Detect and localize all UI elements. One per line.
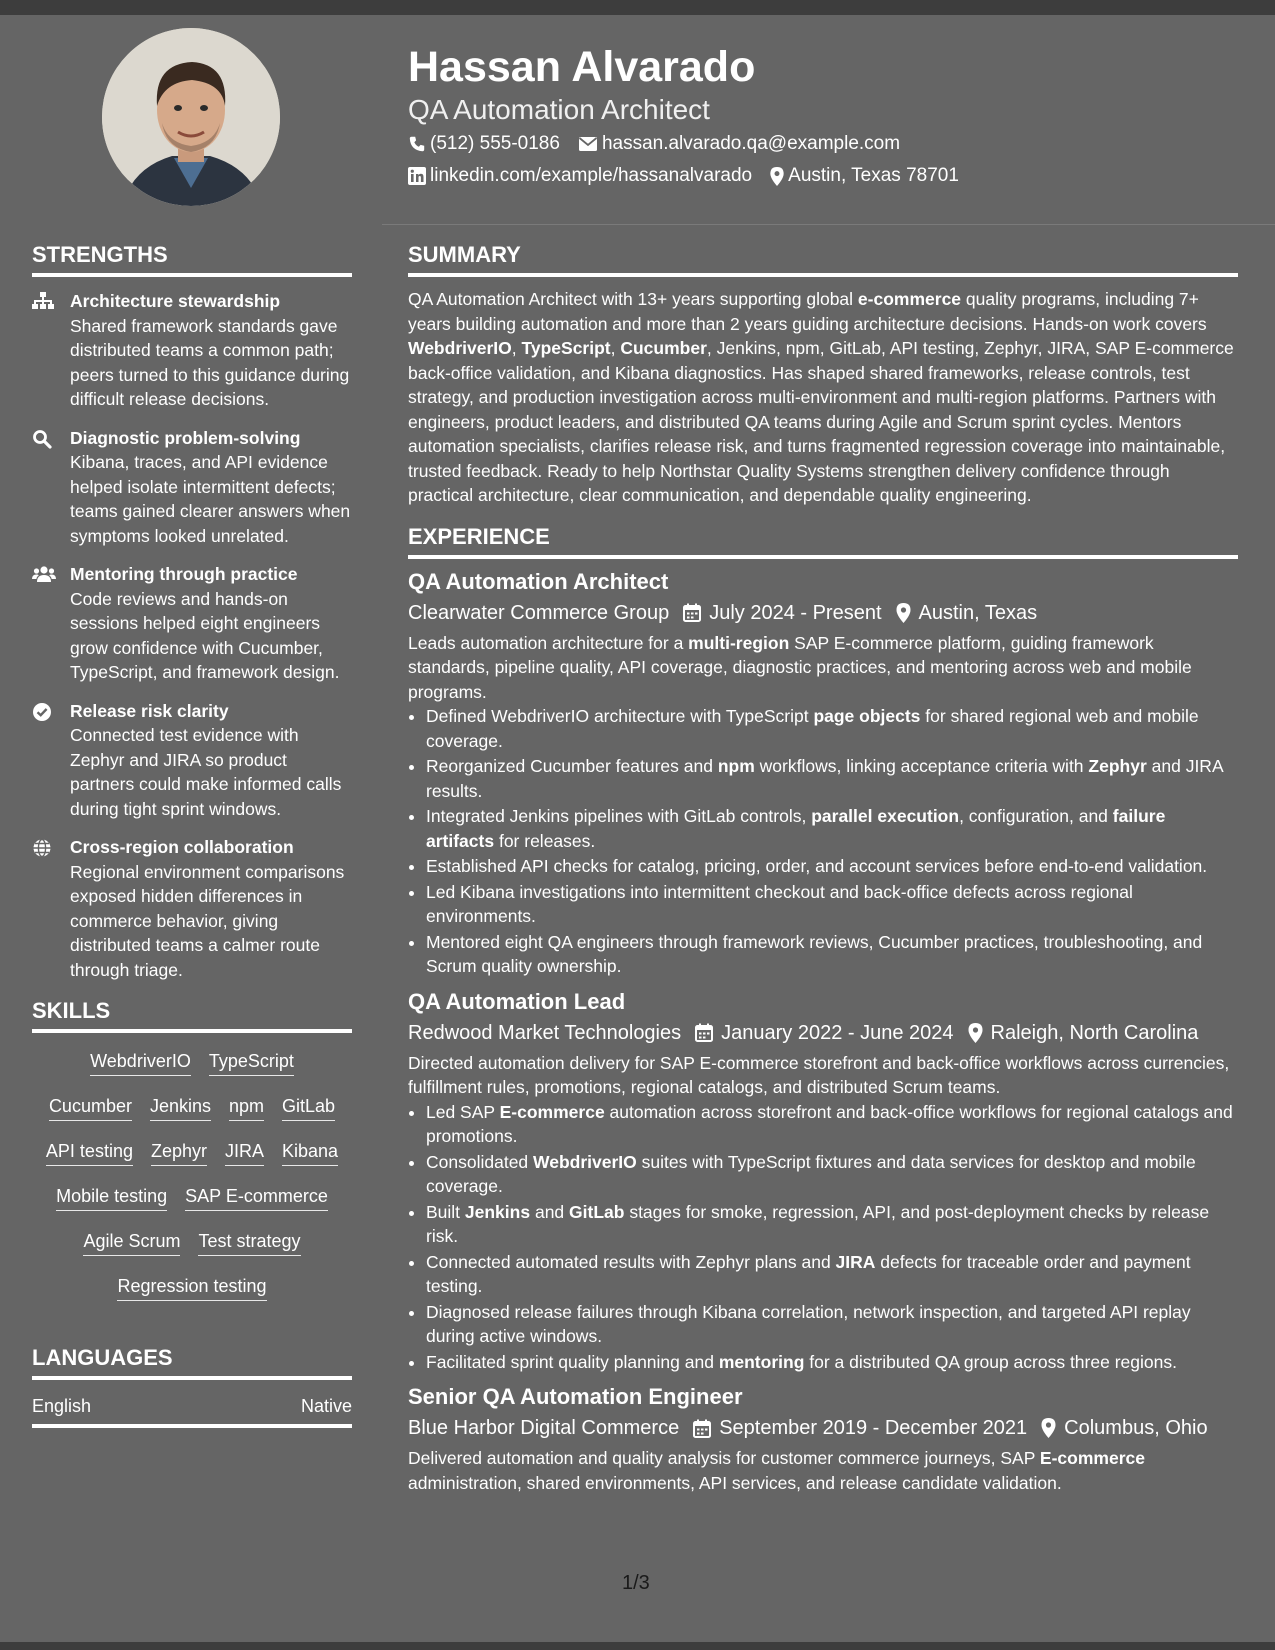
strengths-rule (32, 273, 352, 277)
skill-chip: npm (229, 1096, 264, 1121)
job-location: Columbus, Ohio (1064, 1417, 1208, 1439)
job-bullet: • Led Kibana investigations into intermittent checkout and back-office defects across regional environments. (426, 880, 1238, 929)
job-entry (408, 987, 1238, 1375)
main-content (408, 240, 1238, 1495)
bottom-bar (0, 1642, 1275, 1650)
job-bullet: • Facilitated sprint quality planning and mentoring for a distributed QA group across three regions. (426, 1350, 1238, 1375)
languages-rule (32, 1376, 352, 1380)
job-bullet: • Mentored eight QA engineers through framework reviews, Cucumber practices, troubleshooting, and Scrum quality ownership. (426, 930, 1238, 979)
phone-contact[interactable] (408, 128, 560, 160)
strength-item (32, 426, 352, 549)
strength-item (32, 699, 352, 822)
job-company: Clearwater Commerce Group (408, 601, 670, 624)
job-entry (408, 1382, 1238, 1495)
summary-heading: SUMMARY (408, 242, 521, 267)
strength-text: Connected test evidence with Zephyr and JIRA so product partners could make informed calls during tight sprint windows. (70, 725, 342, 819)
skill-chip: TypeScript (209, 1051, 294, 1076)
job-dates: July 2024 - Present (709, 601, 882, 624)
job-bullet: • Integrated Jenkins pipelines with GitLab controls, parallel execution, configuration, and failure artifacts for releases. (426, 804, 1238, 853)
page-number: 1/3 (622, 1572, 650, 1594)
strength-title: Release risk clarity (70, 700, 229, 721)
job-company: Blue Harbor Digital Commerce (408, 1417, 680, 1439)
envelope-icon (578, 136, 598, 152)
job-dates-wrap (683, 597, 881, 629)
job-title: QA Automation Architect (408, 568, 669, 594)
strength-text: Code reviews and hands-on sessions helped eight engineers grow confidence with Cucumber, TypeScript, and framework design. (70, 588, 340, 682)
job-bullets (408, 704, 1238, 979)
skill-row (32, 1266, 352, 1311)
job-bullet: • Reorganized Cucumber features and npm workflows, linking acceptance criteria with Zephyr and JIRA results. (426, 754, 1238, 803)
strength-title: Diagnostic problem-solving (70, 427, 301, 448)
job-dates-wrap (693, 1412, 1027, 1444)
job-description: Directed automation delivery for SAP E-commerce storefront and back-office workflows across currencies, fulfillment rules, promotions, regional catalogs, and distributed Scrum teams. (408, 1052, 1230, 1097)
person-name: Hassan Alvarado (408, 43, 756, 91)
profile-photo (102, 28, 280, 206)
skill-row (32, 1041, 352, 1086)
job-location-wrap (968, 1017, 1199, 1049)
skill-chip: Cucumber (49, 1096, 132, 1121)
skill-chip: Agile Scrum (83, 1231, 180, 1256)
job-bullet: • Built Jenkins and GitLab stages for smoke, regression, API, and post-deployment checks by release risk. (426, 1200, 1238, 1249)
job-dates-wrap (695, 1017, 953, 1049)
summary-rule (408, 273, 1238, 277)
email-contact[interactable] (578, 128, 900, 160)
jobs-list (408, 567, 1238, 1496)
job-title: QA Automation Lead (408, 988, 626, 1014)
languages-heading: LANGUAGES (32, 1345, 173, 1370)
map-pin-icon (968, 1023, 983, 1043)
job-company: Redwood Market Technologies (408, 1021, 682, 1044)
job-bullets (408, 1100, 1238, 1375)
job-title: Senior QA Automation Engineer (408, 1384, 743, 1409)
map-pin-icon (1041, 1418, 1056, 1438)
job-bullet: • Consolidated WebdriverIO suites with TypeScript fixtures and data services for desktop and mobile coverage. (426, 1150, 1238, 1199)
skill-chip: JIRA (225, 1141, 264, 1166)
job-meta (408, 1017, 1238, 1049)
job-location-wrap (896, 597, 1038, 629)
job-bullet: • Connected automated results with Zephyr plans and JIRA defects for traceable order and payment testing. (426, 1250, 1238, 1299)
phone-icon (408, 135, 426, 153)
linkedin-text: linkedin.com/example/hassanalvarado (430, 165, 753, 186)
strength-title: Cross-region collaboration (70, 837, 294, 857)
email-text: hassan.alvarado.qa@example.com (601, 133, 901, 154)
contact-row-1 (408, 128, 1248, 160)
contact-row-2 (408, 160, 1248, 192)
skill-chip: WebdriverIO (90, 1051, 191, 1076)
language-proficiency-bar (32, 1424, 352, 1428)
strengths-heading: STRENGTHS (32, 242, 168, 267)
linkedin-contact[interactable] (408, 160, 752, 192)
language-name: English (32, 1396, 92, 1416)
strength-item (32, 562, 352, 685)
skill-row (32, 1176, 352, 1221)
job-location: Austin, Texas (918, 601, 1038, 624)
linkedin-icon (408, 167, 426, 185)
job-location: Raleigh, North Carolina (990, 1021, 1199, 1044)
job-description: Delivered automation and quality analysis for customer commerce journeys, SAP E-commerce administration, shared environments, API services, and release candidate validation. (408, 1448, 1145, 1493)
calendar-icon (683, 603, 701, 622)
search-icon (32, 429, 52, 449)
location-text: Austin, Texas 78701 (788, 165, 959, 186)
strength-text: Shared framework standards gave distributed teams a common path; peers turned to this guidance during difficult release decisions. (70, 315, 350, 409)
skill-chip: SAP E-commerce (185, 1186, 328, 1211)
job-description: Leads automation architecture for a multi-region SAP E-commerce platform, guiding framework standards, pipeline quality, API coverage, diagnostic practices, and mentoring across web and mobile programs. (408, 632, 1192, 702)
top-bar (0, 0, 1275, 15)
calendar-icon (695, 1023, 713, 1042)
skill-chip: Jenkins (150, 1096, 211, 1121)
skill-chip: GitLab (282, 1096, 335, 1121)
map-pin-icon (896, 603, 911, 623)
users-icon (32, 565, 56, 583)
location-contact (770, 160, 959, 192)
strengths-list (32, 289, 352, 982)
map-pin-icon (770, 167, 784, 186)
strength-title: Mentoring through practice (70, 564, 298, 584)
job-dates: January 2022 - June 2024 (721, 1021, 954, 1044)
strength-text: Regional environment comparisons exposed hidden differences in commerce behavior, giving distributed teams a calmer route through triage. (70, 861, 345, 980)
strength-title: Architecture stewardship (70, 291, 281, 311)
skill-chip: API testing (46, 1141, 133, 1166)
strength-text: Kibana, traces, and API evidence helped isolate intermittent defects; teams gained clearer answers when symptoms looked unrelated. (70, 452, 351, 546)
phone-text: (512) 555-0186 (430, 133, 560, 154)
job-location-wrap (1041, 1412, 1207, 1444)
language-level: Native (300, 1396, 352, 1416)
hierarchy-icon (32, 292, 54, 310)
job-bullet: • Diagnosed release failures through Kibana correlation, network inspection, and targeted API replay during active windows. (426, 1300, 1238, 1349)
skill-chip: Zephyr (151, 1141, 207, 1166)
header-divider (382, 224, 1275, 225)
skills-rule (32, 1029, 352, 1033)
job-entry (408, 567, 1238, 979)
skill-chip: Regression testing (117, 1276, 266, 1301)
language-item (32, 1396, 352, 1417)
skill-chip: Mobile testing (56, 1186, 167, 1211)
sidebar (32, 240, 352, 1428)
strength-item (32, 835, 352, 982)
experience-heading: EXPERIENCE (408, 523, 550, 549)
skill-row (32, 1221, 352, 1266)
experience-rule (408, 555, 1238, 559)
job-dates: September 2019 - December 2021 (719, 1417, 1028, 1439)
job-bullet: • Defined WebdriverIO architecture with TypeScript page objects for shared regional web and mobile coverage. (426, 704, 1238, 753)
job-meta (408, 597, 1238, 629)
skill-chip: Kibana (282, 1141, 338, 1166)
strength-item (32, 289, 352, 412)
job-bullet: • Established API checks for catalog, pricing, order, and account services before end-to-end validation. (426, 854, 1238, 879)
job-meta (408, 1412, 1238, 1444)
calendar-icon (693, 1419, 711, 1438)
check-circle-icon (32, 702, 52, 722)
summary-text: QA Automation Architect with 13+ years supporting global e-commerce quality programs, including 7+ years building automation and more than 2 years guiding architecture decisions. Hands-on work covers WebdriverIO, TypeScript, Cucumber, Jenkins, npm, GitLab, API testing, Zephyr, JIRA, SAP E-commerce back-office validation, and Kibana diagnostics. Has shaped shared frameworks, release controls, test strategy, and production investigation across multi-environment and multi-region platforms. Partners with engineers, product leaders, and distributed QA teams during Agile and Scrum sprint cycles. Mentors automation specialists, clarifies release risk, and turns fragmented regression coverage into maintainable, trusted feedback. Ready to help Northstar Quality Systems strengthen delivery confidence through practical architecture, clear communication, and dependable quality engineering. (408, 289, 1234, 505)
skill-row (32, 1131, 352, 1176)
skill-chip: Test strategy (198, 1231, 300, 1256)
skills-list (32, 1041, 352, 1311)
header (408, 42, 1248, 192)
globe-icon (32, 838, 52, 858)
job-bullet: • Led SAP E-commerce automation across storefront and back-office workflows for regional catalogs and promotions. (426, 1100, 1238, 1149)
person-title: QA Automation Architect (408, 94, 710, 125)
skills-heading: SKILLS (32, 998, 111, 1023)
skill-row (32, 1086, 352, 1131)
